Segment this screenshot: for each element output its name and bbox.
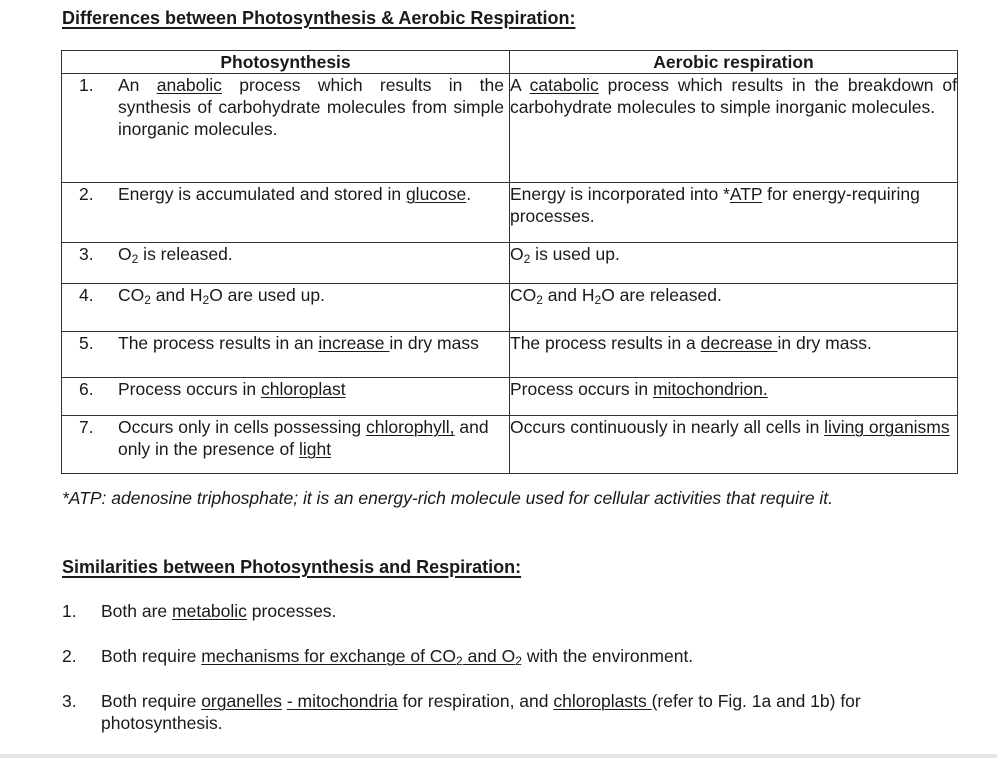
row-number: 3. — [79, 244, 94, 264]
page-title: Differences between Photosynthesis & Aerobic Respiration: — [62, 8, 576, 28]
row-number: 4. — [79, 285, 94, 305]
table-row — [62, 378, 958, 416]
page-edge — [0, 754, 997, 758]
row-number: 7. — [79, 417, 94, 437]
row-text-right: $O_2$ is used up. — [510, 243, 958, 284]
atp-footnote: *ATP: adenosine triphosphate; it is an energy-rich molecule used for cellular activities that require it. — [62, 488, 834, 508]
comparison-table — [61, 50, 958, 474]
row-number: 1. — [79, 75, 94, 95]
row-text-left: Process occurs in chloroplast — [118, 379, 346, 399]
row-text-left: The process results in an increase in dry mass — [118, 333, 479, 353]
list-item: 1. Both are metabolic processes. — [62, 601, 337, 621]
row-number: 2. — [79, 184, 94, 204]
similarities-title: Similarities between Photosynthesis and Respiration: — [62, 557, 522, 577]
row-text-right: A catabolic process which results in the breakdown of carbohydrate molecules to simple inorganic molecules. — [510, 74, 958, 183]
row-number: 6. — [79, 379, 94, 399]
row-text-left: $CO_2$ and $H_2O$ are used up. — [118, 285, 325, 307]
table-row — [62, 332, 958, 378]
row-text-left: $O_2$ is released. — [118, 244, 233, 266]
row-text-right: $CO_2$ and $H_2O$ are released. — [510, 284, 958, 332]
list-item: 3. Both require organelles - mitochondria for respiration, and chloroplasts (refer to Fig. 1a and 1b) for photosynthesis. — [62, 691, 861, 733]
row-text-left: Occurs only in cells possessing chlorophyll, and only in the presence of light — [118, 417, 489, 459]
row-text-right: The process results in a decrease in dry mass. — [510, 332, 958, 378]
header-photosynthesis: Photosynthesis — [62, 51, 510, 74]
similarities-list — [62, 600, 942, 757]
table-row — [62, 416, 958, 474]
table-header-row — [62, 51, 958, 74]
row-text-left: Energy is accumulated and stored in glucose. — [118, 184, 472, 204]
table-row — [62, 183, 958, 243]
table-row — [62, 243, 958, 284]
list-item: 2. Both require mechanisms for exchange of $CO_2$ and $O_2$ with the environment. — [62, 646, 694, 668]
table-row — [62, 284, 958, 332]
header-aerobic-respiration: Aerobic respiration — [510, 51, 958, 74]
table-row — [62, 74, 958, 183]
row-text-left: An anabolic process which results in the synthesis of carbohydrate molecules from simple inorganic molecules. — [118, 75, 504, 139]
row-text-right: Process occurs in mitochondrion. — [510, 378, 958, 416]
row-text-right: Occurs continuously in nearly all cells in living organisms — [510, 416, 958, 474]
row-number: 5. — [79, 333, 94, 353]
row-text-right: Energy is incorporated into *ATP for energy-requiring processes. — [510, 183, 958, 243]
